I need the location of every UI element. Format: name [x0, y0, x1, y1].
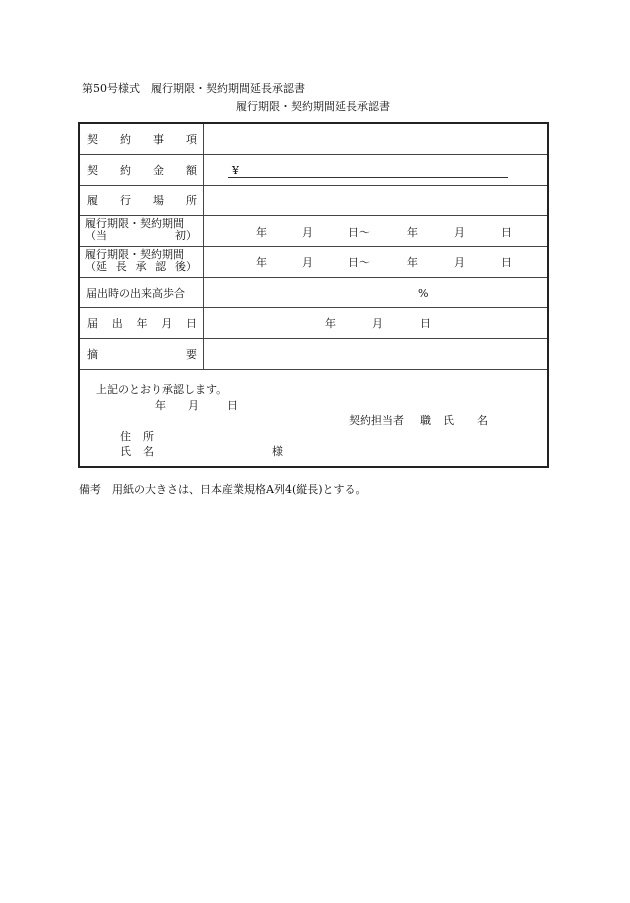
column-divider: [203, 124, 204, 369]
form-number-title: 第50号様式 履行期限・契約期間延長承認書: [82, 82, 305, 95]
approval-year: 年: [155, 399, 166, 412]
label-remarks: 摘 要: [87, 348, 197, 361]
address-label-1: 住: [120, 430, 131, 443]
initial-start-month: 月: [302, 226, 313, 239]
label-contract-amount: 契 約 金 額: [87, 164, 197, 177]
label-notification-date: 届 出 年 月 日: [87, 317, 197, 330]
row-divider: [80, 307, 547, 308]
remarks-note: 備考 用紙の大きさは、日本産業規格A列4(縦長)とする。: [79, 483, 367, 496]
extended-end-month: 月: [454, 256, 465, 269]
contract-officer-label: 契約担当者: [349, 414, 404, 427]
row-divider: [80, 369, 547, 370]
initial-end-year: 年: [407, 226, 418, 239]
document-title: 履行期限・契約期間延長承認書: [236, 100, 390, 113]
row-divider: [80, 277, 547, 278]
amount-field-line[interactable]: [228, 177, 508, 178]
notification-year: 年: [325, 317, 336, 330]
row-divider: [80, 185, 547, 186]
notification-month: 月: [372, 317, 383, 330]
label-place: 履 行 場 所: [87, 194, 197, 207]
row-divider: [80, 246, 547, 247]
label-initial-period: 履行期限・契約期間 （当 初）: [85, 217, 197, 242]
notification-day: 日: [420, 317, 431, 330]
approval-form: [78, 122, 549, 468]
label-progress: 届出時の出来高歩合: [86, 287, 185, 300]
approval-statement: 上記のとおり承認します。: [96, 383, 228, 396]
approval-month: 月: [188, 399, 199, 412]
row-divider: [80, 215, 547, 216]
officer-surname-label: 氏: [443, 414, 454, 427]
officer-name-label: 名: [477, 414, 488, 427]
officer-title-label: 職: [420, 414, 431, 427]
label-contract-item: 契 約 事 項: [87, 133, 197, 146]
initial-end-month: 月: [454, 226, 465, 239]
initial-start-year: 年: [256, 226, 267, 239]
yen-sign: ¥: [232, 164, 239, 177]
label-extended-period: 履行期限・契約期間 （延 長 承 認 後）: [85, 248, 197, 273]
row-divider: [80, 154, 547, 155]
approval-day: 日: [227, 399, 238, 412]
extended-start-day: 日〜: [348, 256, 370, 269]
progress-percent-unit: %: [418, 287, 429, 300]
extended-start-year: 年: [256, 256, 267, 269]
honorific-sama: 様: [272, 445, 283, 458]
initial-end-day: 日: [501, 226, 512, 239]
row-divider: [80, 338, 547, 339]
address-label-2: 所: [143, 430, 154, 443]
extended-start-month: 月: [302, 256, 313, 269]
initial-start-day: 日〜: [348, 226, 370, 239]
name-label-2: 名: [143, 445, 154, 458]
name-label-1: 氏: [120, 445, 131, 458]
extended-end-day: 日: [501, 256, 512, 269]
extended-end-year: 年: [407, 256, 418, 269]
